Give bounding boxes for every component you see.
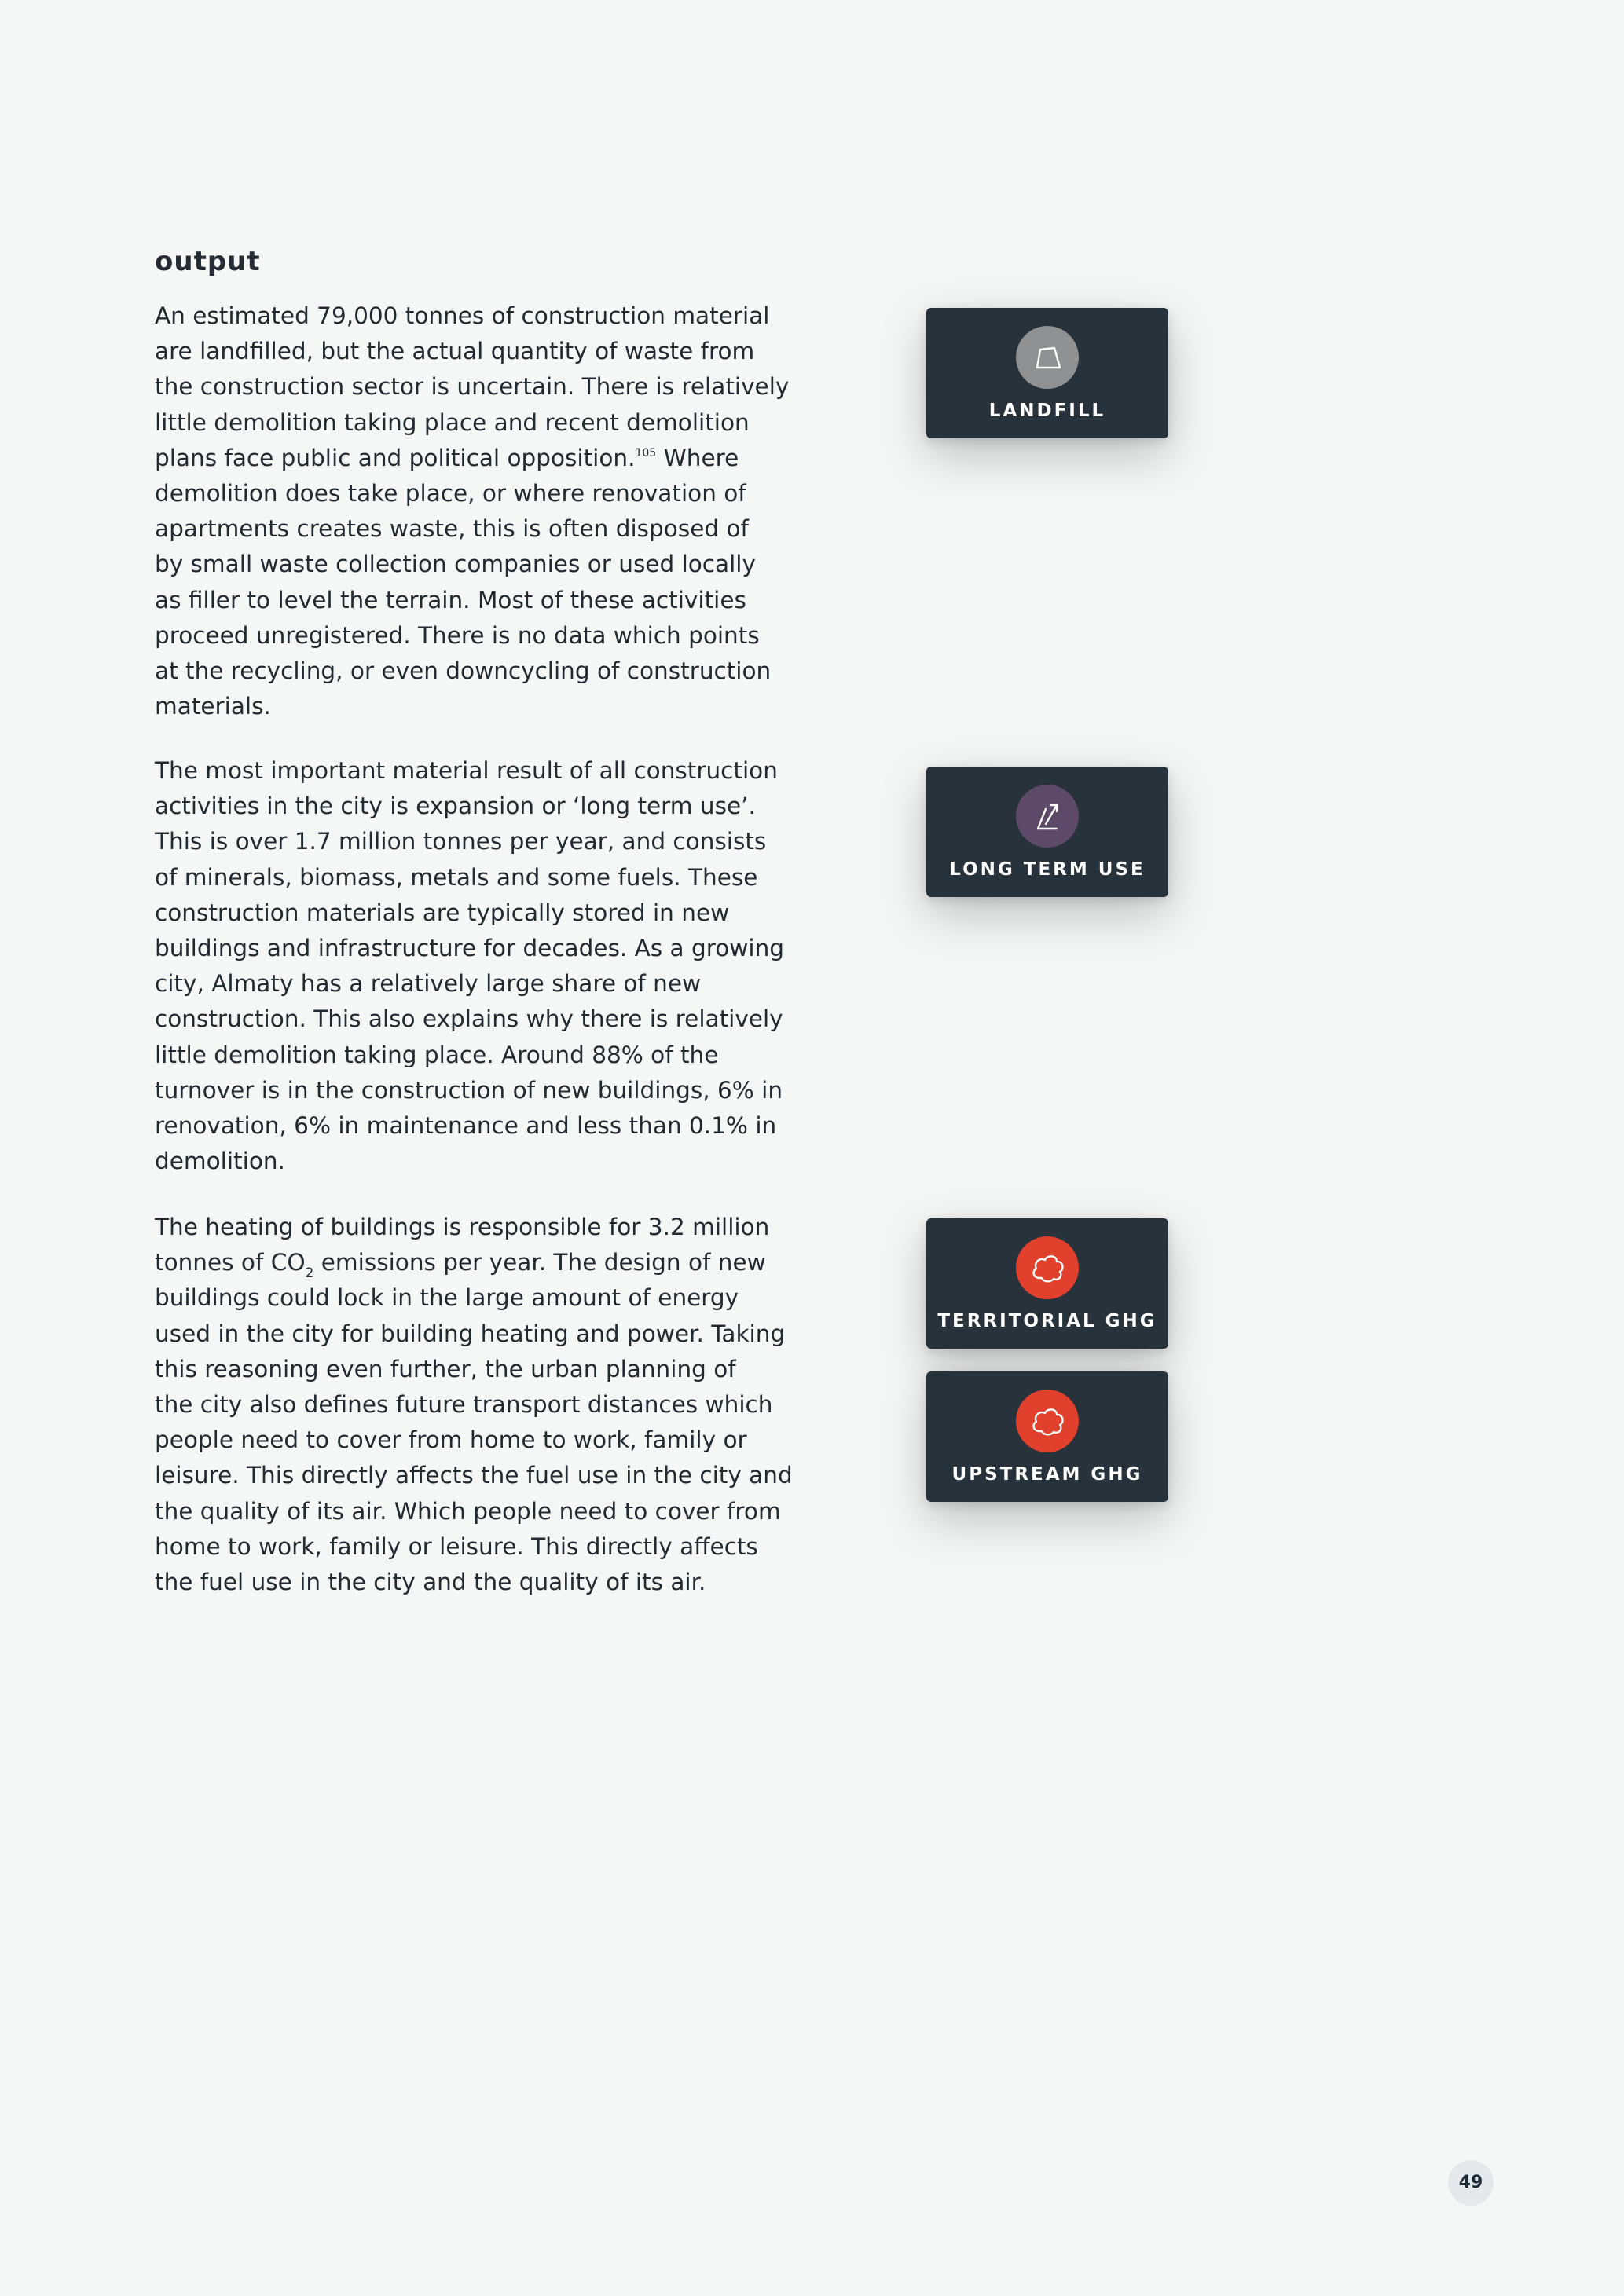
text-line: the fuel use in the city and the quality of its air. bbox=[155, 1569, 706, 1596]
text-line: little demolition taking place. Around 88% of the bbox=[155, 1041, 719, 1068]
text-line: proceed unregistered. There is no data which points bbox=[155, 621, 760, 649]
text-segment: tonnes of CO bbox=[155, 1249, 306, 1276]
text-line: leisure. This directly affects the fuel use in the city and bbox=[155, 1462, 793, 1489]
text-line: renovation, 6% in maintenance and less than 0.1% in bbox=[155, 1112, 777, 1140]
text-line: city, Almaty has a relatively large share of new bbox=[155, 970, 702, 998]
card-label: LANDFILL bbox=[988, 401, 1106, 421]
text-line: at the recycling, or even downcycling of construction bbox=[155, 657, 772, 685]
footnote-reference: 105 bbox=[635, 446, 657, 460]
text-segment: Where bbox=[656, 444, 739, 471]
text-line: An estimated 79,000 tonnes of construction material bbox=[155, 302, 770, 329]
landfill-icon bbox=[1016, 326, 1079, 389]
text-line: the construction sector is uncertain. There is relatively bbox=[155, 373, 790, 401]
section-heading: output bbox=[155, 246, 261, 277]
text-line: of minerals, biomass, metals and some fuels. These bbox=[155, 863, 758, 891]
paragraph-long-term-use bbox=[155, 753, 799, 1179]
cloud-icon-circle bbox=[1016, 1236, 1079, 1299]
growth-icon-circle bbox=[1016, 785, 1079, 848]
page-number: 49 bbox=[1448, 2160, 1494, 2206]
text-line: turnover is in the construction of new buildings, 6% in bbox=[155, 1076, 783, 1104]
text-line: This is over 1.7 million tonnes per year, and consists bbox=[155, 828, 767, 855]
landfill-card bbox=[926, 308, 1168, 438]
text-line: as filler to level the terrain. Most of these activities bbox=[155, 586, 746, 613]
text-line: demolition does take place, or where renovation of bbox=[155, 480, 746, 507]
subscript: 2 bbox=[305, 1265, 314, 1282]
text-line: activities in the city is expansion or ‘long term use’. bbox=[155, 793, 756, 820]
paragraph-landfill bbox=[155, 298, 799, 724]
landfill-icon-circle bbox=[1016, 326, 1079, 389]
territorial-ghg-card bbox=[926, 1218, 1168, 1349]
cloud-icon-circle bbox=[1016, 1390, 1079, 1452]
text-line-with-footnote bbox=[155, 441, 799, 476]
text-line: The heating of buildings is responsible for 3.2 million bbox=[155, 1214, 770, 1240]
upstream-ghg-card bbox=[926, 1371, 1168, 1502]
text-line: little demolition taking place and recent demolition bbox=[155, 408, 750, 436]
long-term-use-card bbox=[926, 767, 1168, 897]
text-line: buildings could lock in the large amount of energy bbox=[155, 1284, 739, 1312]
text-line-with-subscript bbox=[155, 1245, 799, 1280]
text-line: are landfilled, but the actual quantity of waste from bbox=[155, 338, 755, 365]
text-line: this reasoning even further, the urban planning of bbox=[155, 1355, 736, 1382]
text-segment: plans face public and political opposition. bbox=[155, 444, 636, 471]
text-line: buildings and infrastructure for decades. As a growing bbox=[155, 935, 785, 962]
text-line: apartments creates waste, this is often disposed of bbox=[155, 515, 749, 543]
text-line: the quality of its air. Which people need to cover from bbox=[155, 1497, 781, 1525]
text-line: home to work, family or leisure. This directly affects bbox=[155, 1532, 758, 1560]
text-line: used in the city for building heating and power. Taking bbox=[155, 1320, 786, 1347]
text-segment: emissions per year. The design of new bbox=[313, 1249, 766, 1276]
text-line: people need to cover from home to work, family or bbox=[155, 1426, 747, 1454]
text-line: construction materials are typically stored in new bbox=[155, 899, 730, 926]
text-line: materials. bbox=[155, 693, 271, 720]
card-label: TERRITORIAL GHG bbox=[937, 1311, 1157, 1331]
cloud-icon bbox=[1016, 1236, 1079, 1299]
text-line: construction. This also explains why there is relatively bbox=[155, 1005, 783, 1033]
card-label: LONG TERM USE bbox=[949, 859, 1146, 880]
cloud-icon bbox=[1016, 1390, 1079, 1452]
text-line: by small waste collection companies or used locally bbox=[155, 551, 756, 578]
text-line: the city also defines future transport distances which bbox=[155, 1391, 773, 1419]
growth-arrow-icon bbox=[1016, 785, 1079, 848]
card-label: UPSTREAM GHG bbox=[951, 1464, 1143, 1485]
text-line: The most important material result of all construction bbox=[155, 757, 778, 784]
paragraph-ghg bbox=[155, 1210, 799, 1600]
text-line: demolition. bbox=[155, 1148, 285, 1175]
